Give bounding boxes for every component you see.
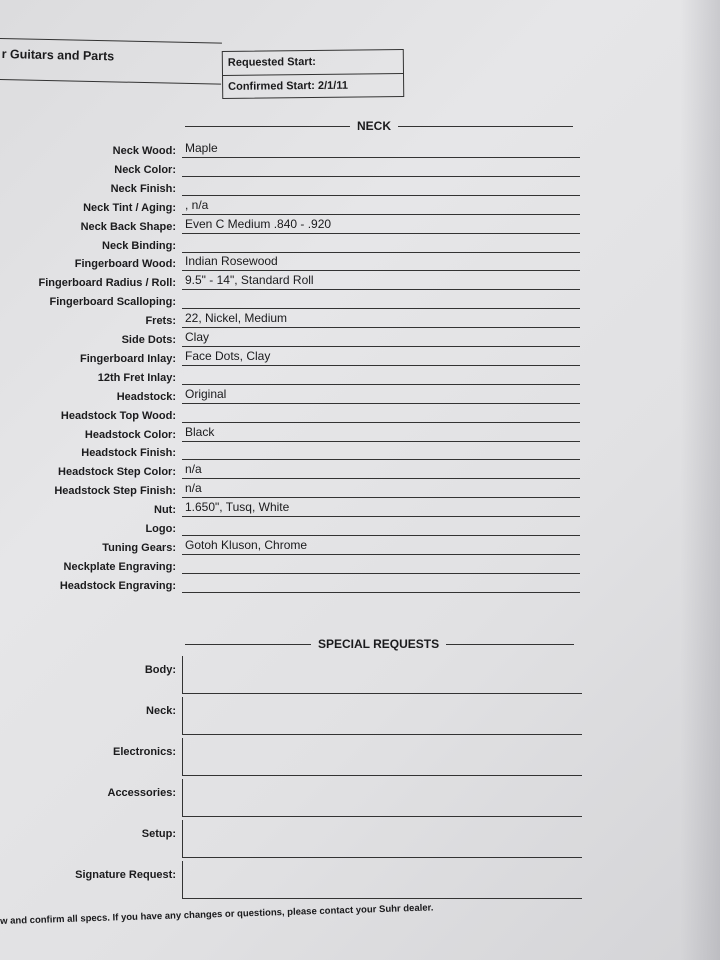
special-request-label: Electronics:: [113, 746, 176, 758]
spec-field-value[interactable]: 9.5" - 14", Standard Roll: [182, 273, 580, 290]
spec-field-row: [10, 291, 580, 309]
spec-field-label: Neck Color:: [114, 163, 176, 176]
spec-field-row: [10, 575, 580, 593]
spec-field-value[interactable]: Clay: [182, 330, 580, 347]
spec-field-row: [10, 367, 580, 385]
spec-field-row: [10, 178, 580, 196]
spec-field-value[interactable]: Black: [182, 425, 580, 442]
special-request-label: Accessories:: [107, 787, 176, 799]
spec-field-value[interactable]: [182, 236, 580, 253]
spec-field-row: [10, 310, 580, 328]
spec-field-label: Side Dots:: [121, 334, 176, 346]
special-request-row: [30, 820, 582, 858]
spec-field-label: Frets:: [145, 315, 176, 328]
spec-field-row: [10, 442, 580, 460]
spec-field-value[interactable]: Indian Rosewood: [182, 254, 580, 271]
spec-field-row: [10, 518, 580, 536]
special-request-box[interactable]: [182, 820, 582, 858]
confirmed-start-row: [223, 73, 403, 98]
spec-field-label: Neck Back Shape:: [80, 220, 176, 233]
spec-field-row: [10, 499, 580, 517]
spec-field-row: [10, 235, 580, 253]
spec-field-label: Neck Finish:: [110, 182, 176, 195]
neck-title-text: NECK: [357, 119, 392, 133]
spec-field-row: [10, 480, 580, 498]
title-rule-right: [398, 126, 573, 127]
brand-header-box: [0, 38, 222, 85]
spec-field-row: [10, 140, 580, 158]
spec-field-label: Logo:: [145, 523, 176, 535]
special-requests-title-text: SPECIAL REQUESTS: [318, 637, 440, 651]
special-request-box[interactable]: [182, 738, 582, 776]
special-request-box[interactable]: [182, 861, 582, 899]
spec-field-row: [10, 461, 580, 479]
spec-field-label: Nut:: [154, 504, 176, 517]
requested-start-label: Requested Start:: [227, 55, 316, 69]
confirmed-start-value: 2/1/11: [317, 79, 349, 92]
spec-field-row: [10, 216, 580, 234]
spec-field-value[interactable]: 22, Nickel, Medium: [182, 311, 580, 328]
special-request-row: [30, 738, 582, 776]
spec-field-value[interactable]: Even C Medium .840 - .920: [182, 217, 580, 234]
spec-field-value[interactable]: Face Dots, Clay: [182, 349, 580, 366]
brand-text: r Guitars and Parts: [1, 47, 115, 64]
special-request-box[interactable]: [182, 779, 582, 817]
special-request-row: [30, 779, 582, 817]
start-date-box: [222, 49, 404, 99]
spec-field-row: [10, 537, 580, 555]
spec-field-label: 12th Fret Inlay:: [97, 371, 176, 384]
confirmed-start-label: Confirmed Start:: [228, 79, 315, 93]
title-rule-right: [446, 644, 574, 645]
spec-field-value[interactable]: [182, 292, 580, 309]
spec-field-row: [10, 348, 580, 366]
spec-field-label: Neckplate Engraving:: [63, 560, 176, 573]
spec-field-label: Fingerboard Wood:: [74, 258, 176, 271]
spec-field-label: Headstock Color:: [84, 428, 176, 441]
spec-field-label: Headstock Step Finish:: [54, 485, 176, 498]
spec-field-value[interactable]: [182, 576, 580, 593]
title-rule-left: [185, 126, 350, 127]
spec-field-label: Neck Wood:: [112, 145, 176, 157]
spec-field-value[interactable]: n/a: [182, 481, 580, 498]
title-rule-left: [185, 644, 311, 645]
spec-field-value[interactable]: 1.650", Tusq, White: [182, 500, 580, 517]
spec-field-row: [10, 405, 580, 423]
requested-start-row: [223, 50, 403, 75]
spec-field-label: Headstock:: [116, 390, 176, 403]
spec-field-label: Headstock Step Color:: [58, 466, 176, 479]
page-edge-shadow: [680, 0, 720, 960]
spec-field-row: [10, 197, 580, 215]
spec-field-label: Headstock Finish:: [81, 447, 176, 460]
spec-field-row: [10, 272, 580, 290]
special-request-label: Setup:: [141, 828, 176, 840]
special-request-row: [30, 656, 582, 694]
special-request-box[interactable]: [182, 656, 582, 694]
spec-field-value[interactable]: Maple: [182, 141, 580, 158]
spec-field-value[interactable]: , n/a: [182, 198, 580, 215]
spec-field-row: [10, 253, 580, 271]
footer-note: w and confirm all specs. If you have any changes or questions, please contact your Suhr dealer.: [0, 902, 434, 927]
special-request-label: Neck:: [146, 705, 176, 717]
spec-field-row: [10, 159, 580, 177]
spec-field-row: [10, 424, 580, 442]
spec-field-value[interactable]: Gotoh Kluson, Chrome: [182, 538, 580, 555]
spec-field-row: [10, 386, 580, 404]
spec-field-value[interactable]: n/a: [182, 462, 580, 479]
spec-field-value[interactable]: [182, 557, 580, 574]
spec-field-value[interactable]: [182, 519, 580, 536]
spec-field-label: Fingerboard Scalloping:: [49, 296, 176, 309]
spec-field-value[interactable]: [182, 179, 580, 196]
spec-field-value[interactable]: [182, 443, 580, 460]
neck-section-title: [185, 119, 573, 133]
special-request-label: Body:: [144, 664, 176, 676]
spec-field-label: Headstock Engraving:: [59, 579, 176, 592]
spec-field-value[interactable]: Original: [182, 387, 580, 404]
spec-field-label: Fingerboard Radius / Roll:: [38, 277, 176, 290]
spec-field-value[interactable]: [182, 160, 580, 177]
spec-field-value[interactable]: [182, 368, 580, 385]
spec-field-label: Tuning Gears:: [102, 541, 176, 554]
special-request-row: [30, 861, 582, 899]
spec-field-row: [10, 556, 580, 574]
spec-field-label: Headstock Top Wood:: [60, 409, 176, 422]
spec-field-label: Fingerboard Inlay:: [80, 352, 176, 365]
special-requests-title: [185, 637, 574, 651]
spec-field-row: [10, 329, 580, 347]
special-request-box[interactable]: [182, 697, 582, 735]
spec-field-label: Neck Binding:: [102, 239, 176, 252]
special-request-row: [30, 697, 582, 735]
spec-field-value[interactable]: [182, 406, 580, 423]
special-request-label: Signature Request:: [75, 869, 176, 881]
spec-field-label: Neck Tint / Aging:: [83, 201, 176, 214]
